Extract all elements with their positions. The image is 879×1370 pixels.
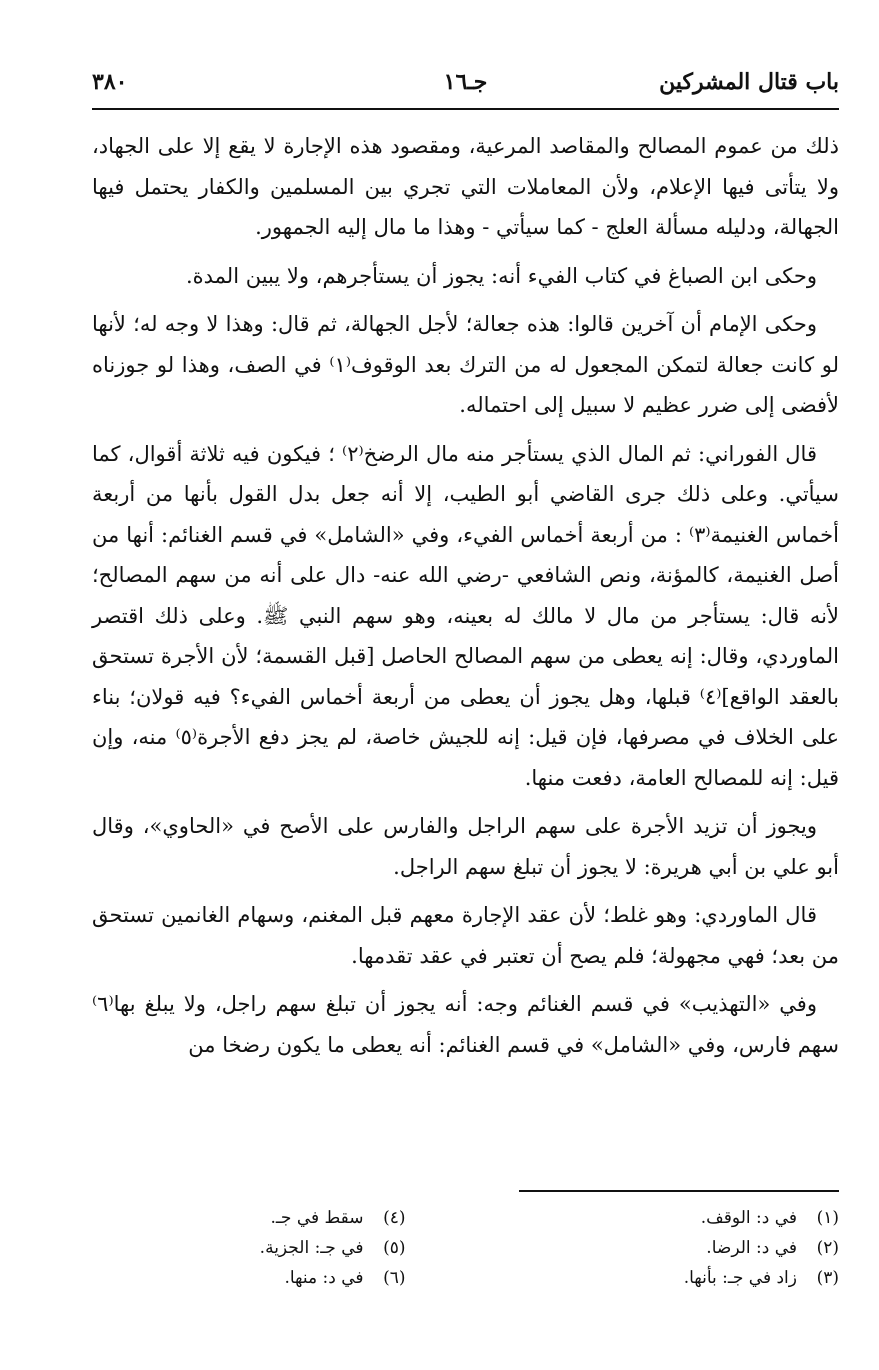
footnote-text: في د: الوقف. xyxy=(700,1208,797,1228)
footnote-item xyxy=(466,1263,840,1293)
footnote-column-right xyxy=(466,1203,840,1293)
footnote-item xyxy=(466,1203,840,1233)
footnote-number: (٣) xyxy=(816,1268,839,1288)
paragraph-2: وحكى ابن الصباغ في كتاب الفيء أنه: يجوز أن يستأجرهم، ولا يبين المدة. xyxy=(185,263,817,288)
footnote-text: في د: منها. xyxy=(284,1268,364,1288)
page-header xyxy=(92,62,839,102)
paragraph-1: ذلك من عموم المصالح والمقاصد المرعية، ومقصود هذه الإجارة لا يقع إلا على الجهاد، ولا يتأتى فيها الإعلام، ولأن المعاملات التي تجري بين المسلمين والكفار يحتمل فيها الجهالة، ودليله مسألة العلج - كما سيأتي - وهذا ما مال إليه الجمهور. xyxy=(92,134,839,239)
main-text xyxy=(92,126,839,1073)
header-divider xyxy=(92,108,839,110)
chapter-title: باب قتال المشركين xyxy=(659,69,839,95)
footnote-text: في جـ: الجزية. xyxy=(259,1238,364,1258)
paragraph-5: ويجوز أن تزيد الأجرة على سهم الراجل والفارس على الأصح في «الحاوي»، وقال أبو علي بن أبي هريرة: لا يجوز أن تبلغ سهم الراجل. xyxy=(92,814,839,879)
footnotes xyxy=(92,1203,839,1293)
paragraph-6: قال الماوردي: وهو غلط؛ لأن عقد الإجارة معهم قبل المغنم، وسهام الغانمين تستحق من بعد؛ فهي مجهولة؛ فلم يصح أن تعتبر في عقد تقدمها. xyxy=(92,903,839,968)
footnote-column-left xyxy=(92,1203,466,1293)
footnote-number: (٤) xyxy=(383,1208,406,1228)
volume-label: جـ١٦ xyxy=(443,69,488,95)
footnote-text: في د: الرضا. xyxy=(706,1238,797,1258)
footnote-number: (٦) xyxy=(383,1268,406,1288)
footnote-number: (٥) xyxy=(383,1238,406,1258)
footnote-item xyxy=(92,1203,406,1233)
page-number: ٣٨٠ xyxy=(92,69,128,95)
footnote-text: سقط في جـ. xyxy=(270,1208,364,1228)
footnote-divider xyxy=(519,1190,839,1192)
paragraph-4: قال الفوراني: ثم المال الذي يستأجر منه مال الرضخ⁽٢⁾ ؛ فيكون فيه ثلاثة أقوال، كما سيأتي. وعلى ذلك جرى القاضي أبو الطيب، إلا أنه جعل بدل القول بأنها من أربعة أخماس الغنيمة⁽٣⁾ : من أربعة أخماس الفيء، وفي «الشامل» في قسم الغنائم: أنها من أصل الغنيمة، كالمؤنة، ونص الشافعي -رضي الله عنه- دال على أنه من سهم المصالح؛ لأنه قال: يستأجر من مال لا مالك له بعينه، وهو سهم النبي ﷺ. وعلى ذلك اقتصر الماوردي، وقال: إنه يعطى من سهم المصالح الحاصل [قبل القسمة؛ لأن الأجرة تستحق بالعقد الواقع]⁽٤⁾ قبلها، وهل يجوز أن يعطى من أربعة أخماس الفيء؟ فيه قولان؛ بناء على الخلاف في مصرفها، فإن قيل: إنه للجيش خاصة، لم يجز دفع الأجرة⁽٥⁾ منه، وإن قيل: إنه للمصالح العامة، دفعت منها. xyxy=(92,441,840,790)
footnote-number: (٢) xyxy=(816,1238,839,1258)
footnote-item xyxy=(92,1233,406,1263)
paragraph-7: وفي «التهذيب» في قسم الغنائم وجه: أنه يجوز أن تبلغ سهم راجل، ولا يبلغ بها⁽٦⁾ سهم فارس، وفي «الشامل» في قسم الغنائم: أنه يعطى ما يكون رضخا من xyxy=(92,992,839,1057)
footnote-number: (١) xyxy=(816,1208,839,1228)
paragraph-3: وحكى الإمام أن آخرين قالوا: هذه جعالة؛ لأجل الجهالة، ثم قال: وهذا لا وجه له؛ لأنها لو كانت جعالة لتمكن المجعول له من الترك بعد الوقوف⁽١⁾ في الصف، وهذا لو جوزناه لأفضى إلى ضرر عظيم لا سبيل إلى احتماله. xyxy=(92,312,839,417)
footnote-item xyxy=(466,1233,840,1263)
footnote-text: زاد في جـ: بأنها. xyxy=(683,1268,797,1288)
footnote-item xyxy=(92,1263,406,1293)
